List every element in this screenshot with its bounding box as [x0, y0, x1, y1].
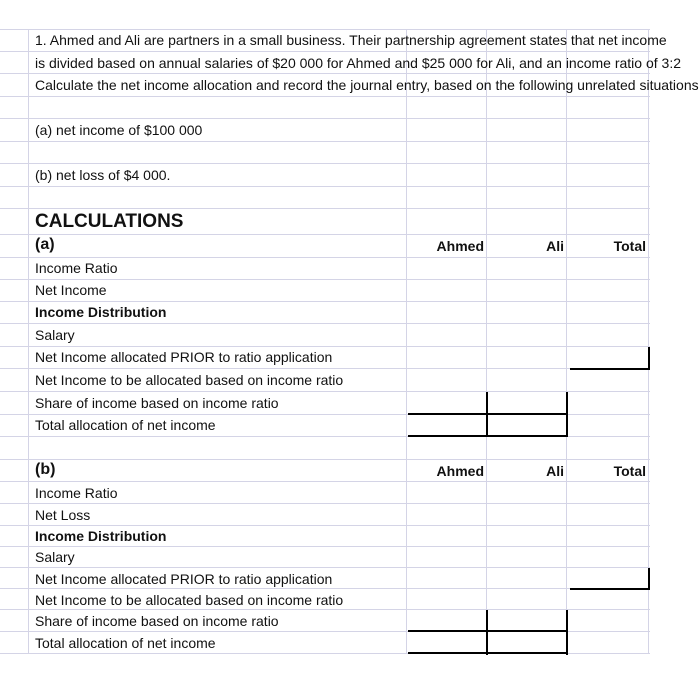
grid-row-line: [0, 73, 650, 74]
part-b-row-salary: Salary: [35, 549, 75, 565]
part-b-share-mid-border: [486, 610, 488, 655]
grid-row-line: [0, 323, 650, 324]
grid-row-line: [0, 208, 650, 209]
grid-row-line: [0, 346, 650, 347]
part-a-total-bottom-border: [408, 435, 568, 437]
part-a-row-total-allocation: Total allocation of net income: [35, 417, 216, 433]
part-b-label: (b): [35, 461, 56, 478]
part-b-share-top-border: [408, 630, 568, 632]
part-b-row-total-allocation: Total allocation of net income: [35, 635, 216, 651]
calculations-heading: CALCULATIONS: [35, 211, 184, 232]
grid-row-line: [0, 503, 650, 504]
grid-row-line: [0, 234, 650, 235]
grid-row-line: [0, 368, 650, 369]
grid-row-line: [0, 525, 650, 526]
part-a-share-mid-border: [486, 392, 488, 437]
part-b-col-ahmed: Ahmed: [436, 463, 484, 479]
part-b-row-net-loss: Net Loss: [35, 507, 91, 523]
part-a-row-net-income: Net Income: [35, 282, 107, 298]
part-a-total-box-bottom: [570, 368, 650, 370]
part-a-col-total: Total: [613, 238, 646, 254]
grid-row-line: [0, 51, 650, 52]
grid-row-line: [0, 481, 650, 482]
grid-row-line: [0, 163, 650, 164]
part-b-row-income-distribution: Income Distribution: [35, 528, 167, 544]
grid-row-line: [0, 567, 650, 568]
part-a-row-to-allocate: Net Income to be allocated based on income ratio: [35, 372, 344, 388]
grid-row-line: [0, 459, 650, 460]
part-a-row-income-ratio: Income Ratio: [35, 260, 118, 276]
grid-column-line: [486, 29, 487, 653]
part-a-col-ahmed: Ahmed: [436, 238, 484, 254]
problem-line-2: is divided based on annual salaries of $20 000 for Ahmed and $25 000 for Ali, and an income ratio of 3:2: [35, 55, 681, 71]
part-b-row-share-ratio: Share of income based on income ratio: [35, 613, 279, 629]
part-b-row-income-ratio: Income Ratio: [35, 485, 118, 501]
part-a-share-top-border: [408, 413, 568, 415]
problem-line-3: Calculate the net income allocation and record the journal entry, based on the following unrelated situations: [35, 77, 699, 93]
part-a-row-income-distribution: Income Distribution: [35, 304, 167, 320]
situation-a: (a) net income of $100 000: [35, 122, 203, 138]
part-a-label: (a): [35, 236, 55, 253]
grid-row-line: [0, 588, 650, 589]
grid-column-line: [28, 29, 29, 653]
part-b-total-bottom-border: [408, 652, 568, 654]
grid-row-line: [0, 609, 650, 610]
grid-row-line: [0, 391, 650, 392]
part-b-row-prior-allocation: Net Income allocated PRIOR to ratio application: [35, 571, 333, 587]
grid-row-line: [0, 279, 650, 280]
part-b-col-total: Total: [613, 463, 646, 479]
grid-column-line: [566, 29, 567, 653]
part-b-col-ali: Ali: [546, 463, 564, 479]
part-a-row-prior-allocation: Net Income allocated PRIOR to ratio application: [35, 349, 333, 365]
part-a-row-salary: Salary: [35, 327, 75, 343]
grid-row-line: [0, 96, 650, 97]
part-a-total-box-right: [648, 347, 650, 369]
grid-column-line: [648, 29, 649, 653]
situation-b: (b) net loss of $4 000.: [35, 167, 171, 183]
problem-line-1: 1. Ahmed and Ali are partners in a small business. Their partnership agreement states that net income: [35, 32, 667, 48]
part-b-row-to-allocate: Net Income to be allocated based on income ratio: [35, 592, 344, 608]
part-a-share-right-border: [566, 392, 568, 437]
part-a-row-share-ratio: Share of income based on income ratio: [35, 395, 279, 411]
grid-row-line: [0, 301, 650, 302]
part-b-total-box-bottom: [570, 588, 650, 590]
grid-row-line: [0, 118, 650, 119]
part-a-col-ali: Ali: [546, 238, 564, 254]
grid-row-line: [0, 186, 650, 187]
grid-row-line: [0, 257, 650, 258]
part-b-total-box-right: [648, 568, 650, 590]
grid-column-line: [406, 29, 407, 653]
grid-row-line: [0, 546, 650, 547]
grid-row-line: [0, 141, 650, 142]
grid-row-line: [0, 29, 650, 30]
part-b-share-right-border: [566, 610, 568, 655]
